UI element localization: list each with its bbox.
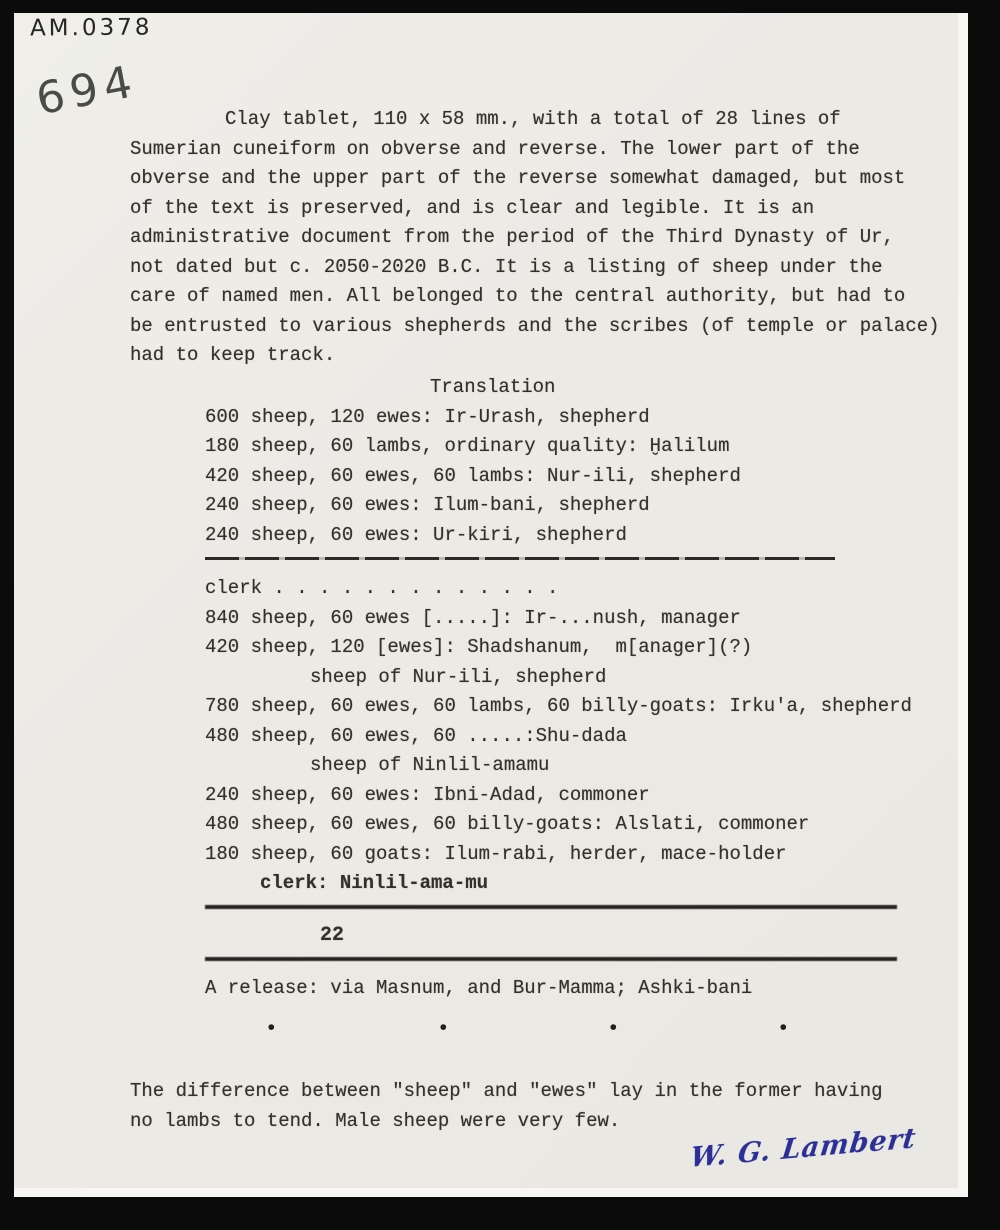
description-line: Sumerian cuneiform on obverse and reverse. The lower part of the (130, 137, 860, 160)
translation-subheading: sheep of Nur-ili, shepherd (310, 665, 607, 688)
separator-dot: • (777, 1018, 790, 1041)
translation-entry: 240 sheep, 60 ewes: Ibni-Adad, commoner (205, 783, 650, 806)
description-line: be entrusted to various shepherds and the scribes (of temple or palace) (130, 314, 940, 337)
solid-divider-line (205, 905, 897, 909)
handwritten-page-number: 694 (32, 55, 142, 126)
translation-subheading: sheep of Ninlil-amamu (310, 754, 550, 776)
translation-entry: 420 sheep, 120 [ewes]: Shadshanum, m[anager](?) (205, 636, 753, 658)
clerk-signature-line: clerk: Ninlil-ama-mu (260, 872, 489, 894)
translation-entry: 180 sheep, 60 goats: Ilum-rabi, herder, mace-holder (205, 842, 787, 865)
translation-entry: 480 sheep, 60 ewes, 60 .....:Shu-dada (205, 724, 627, 747)
translation-heading: Translation (430, 376, 556, 398)
clerk-dotted-line: clerk . . . . . . . . . . . . . (205, 577, 559, 599)
description-line: obverse and the upper part of the reverse somewhat damaged, but most (130, 167, 906, 189)
translation-section (14, 373, 958, 1004)
translation-entry: 840 sheep, 60 ewes [.....]: Ir-...nush, manager (205, 606, 741, 629)
translation-entry: 180 sheep, 60 lambs, ordinary quality: Ḫalilum (205, 435, 730, 457)
translation-entry: 240 sheep, 60 ewes: Ilum-bani, shepherd (205, 494, 650, 516)
release-line: A release: via Masnum, and Bur-Mamma; Ashki-bani (205, 977, 753, 999)
description-line: not dated but c. 2050-2020 B.C. It is a listing of sheep under the (130, 255, 883, 278)
footnote-line: The difference between "sheep" and "ewes" lay in the former having (130, 1080, 883, 1102)
translation-entry: 420 sheep, 60 ewes, 60 lambs: Nur-ili, shepherd (205, 464, 741, 487)
handwritten-catalog-number: AM.0378 (29, 14, 153, 42)
description-line: administrative document from the period of the Third Dynasty of Ur, (130, 226, 894, 248)
total-count: 22 (320, 923, 345, 947)
typewritten-page (14, 13, 968, 1197)
footnote-paragraph (14, 1076, 958, 1136)
description-line: Clay tablet, 110 x 58 mm., with a total of 28 lines of (225, 108, 841, 130)
translation-entry: 780 sheep, 60 ewes, 60 lambs, 60 billy-goats: Irku'a, shepherd (205, 695, 912, 717)
dashed-divider-line (205, 557, 835, 560)
separator-dot: • (437, 1018, 450, 1041)
description-line: care of named men. All belonged to the central authority, but had to (130, 285, 906, 307)
translation-entry: 600 sheep, 120 ewes: Ir-Urash, shepherd (205, 405, 650, 428)
translation-entry: 240 sheep, 60 ewes: Ur-kiri, shepherd (205, 523, 627, 546)
footnote-line: no lambs to tend. Male sheep were very few. (130, 1110, 621, 1132)
separator-dot: • (265, 1018, 278, 1041)
section-separator-dots (14, 1020, 958, 1050)
solid-divider-line (205, 957, 897, 961)
handwritten-signature: W. G. Lambert (688, 1122, 919, 1175)
description-line: of the text is preserved, and is clear and legible. It is an (130, 196, 815, 219)
separator-dot: • (607, 1018, 620, 1041)
description-paragraph (14, 105, 958, 371)
translation-entry: 480 sheep, 60 ewes, 60 billy-goats: Alslati, commoner (205, 813, 810, 835)
description-line: had to keep track. (130, 344, 336, 366)
